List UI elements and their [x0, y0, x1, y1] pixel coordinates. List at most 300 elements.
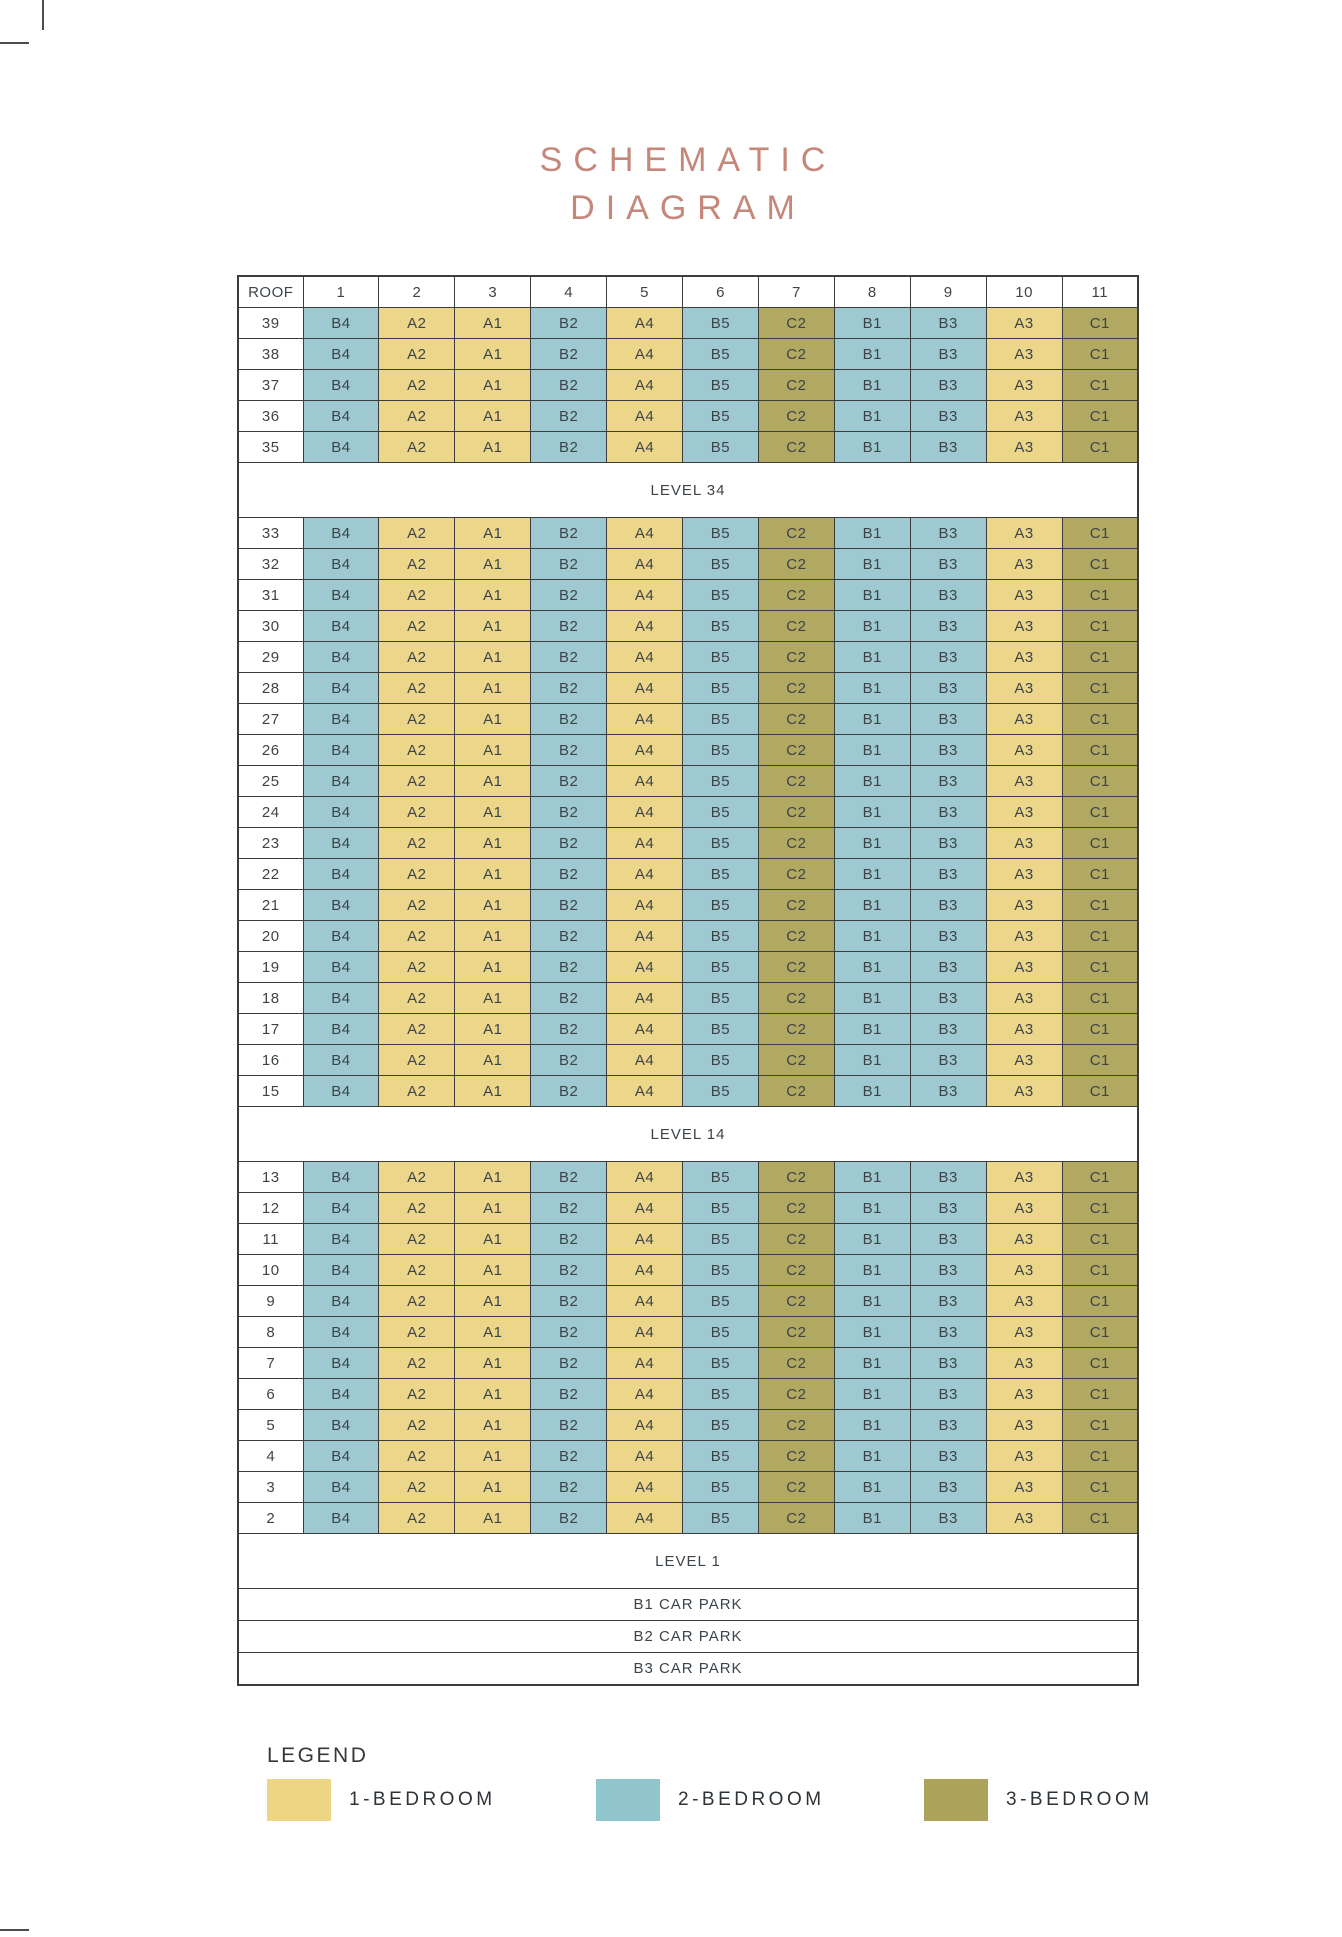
- unit-cell-b3: B3: [910, 1045, 986, 1076]
- floor-number-cell: 7: [238, 1348, 303, 1379]
- unit-cell-b2: B2: [531, 1076, 607, 1107]
- unit-cell-a2: A2: [379, 1441, 455, 1472]
- unit-cell-b1: B1: [834, 859, 910, 890]
- unit-cell-a4: A4: [607, 518, 683, 549]
- floor-row: [238, 1193, 1138, 1224]
- unit-cell-a1: A1: [455, 1441, 531, 1472]
- unit-cell-b4: B4: [303, 549, 379, 580]
- unit-cell-b1: B1: [834, 1410, 910, 1441]
- floor-number-cell: 11: [238, 1224, 303, 1255]
- unit-cell-a4: A4: [607, 1076, 683, 1107]
- column-header-4: 4: [531, 276, 607, 308]
- unit-cell-c1: C1: [1062, 1193, 1138, 1224]
- legend-item-1-bedroom: [267, 1779, 496, 1821]
- unit-cell-b2: B2: [531, 1045, 607, 1076]
- floor-row: [238, 1045, 1138, 1076]
- unit-cell-b3: B3: [910, 611, 986, 642]
- unit-cell-b2: B2: [531, 890, 607, 921]
- unit-cell-a2: A2: [379, 1503, 455, 1534]
- floor-number-cell: 28: [238, 673, 303, 704]
- unit-cell-b4: B4: [303, 370, 379, 401]
- floor-number-cell: 19: [238, 952, 303, 983]
- unit-cell-b2: B2: [531, 673, 607, 704]
- unit-cell-c2: C2: [758, 518, 834, 549]
- unit-cell-b4: B4: [303, 1045, 379, 1076]
- unit-cell-b3: B3: [910, 797, 986, 828]
- unit-cell-c2: C2: [758, 1441, 834, 1472]
- unit-cell-c1: C1: [1062, 797, 1138, 828]
- unit-cell-a1: A1: [455, 1503, 531, 1534]
- column-header-7: 7: [758, 276, 834, 308]
- unit-cell-a3: A3: [986, 1441, 1062, 1472]
- unit-cell-a3: A3: [986, 580, 1062, 611]
- unit-cell-a2: A2: [379, 890, 455, 921]
- column-header-11: 11: [1062, 276, 1138, 308]
- unit-cell-a4: A4: [607, 642, 683, 673]
- unit-cell-a4: A4: [607, 1255, 683, 1286]
- unit-cell-a2: A2: [379, 983, 455, 1014]
- unit-cell-b4: B4: [303, 673, 379, 704]
- unit-cell-a2: A2: [379, 704, 455, 735]
- unit-cell-b3: B3: [910, 370, 986, 401]
- unit-cell-b4: B4: [303, 1317, 379, 1348]
- unit-cell-b3: B3: [910, 1014, 986, 1045]
- floor-row: [238, 735, 1138, 766]
- unit-cell-a3: A3: [986, 549, 1062, 580]
- unit-cell-b5: B5: [683, 890, 759, 921]
- unit-cell-b4: B4: [303, 1348, 379, 1379]
- unit-cell-a3: A3: [986, 1224, 1062, 1255]
- unit-cell-a2: A2: [379, 1317, 455, 1348]
- unit-cell-b1: B1: [834, 1317, 910, 1348]
- unit-cell-c2: C2: [758, 921, 834, 952]
- unit-cell-a1: A1: [455, 1348, 531, 1379]
- column-header-9: 9: [910, 276, 986, 308]
- floor-number-cell: 15: [238, 1076, 303, 1107]
- unit-cell-b5: B5: [683, 1348, 759, 1379]
- unit-cell-a3: A3: [986, 339, 1062, 370]
- unit-cell-b4: B4: [303, 401, 379, 432]
- unit-cell-b5: B5: [683, 308, 759, 339]
- unit-cell-b5: B5: [683, 642, 759, 673]
- carpark-cell: B3 CAR PARK: [238, 1653, 1138, 1686]
- unit-cell-a3: A3: [986, 611, 1062, 642]
- unit-cell-a3: A3: [986, 673, 1062, 704]
- unit-cell-b1: B1: [834, 735, 910, 766]
- unit-cell-b4: B4: [303, 983, 379, 1014]
- unit-cell-b3: B3: [910, 401, 986, 432]
- unit-cell-a1: A1: [455, 308, 531, 339]
- unit-cell-a3: A3: [986, 401, 1062, 432]
- unit-cell-a3: A3: [986, 766, 1062, 797]
- floor-row: [238, 890, 1138, 921]
- unit-cell-a4: A4: [607, 611, 683, 642]
- unit-cell-b4: B4: [303, 642, 379, 673]
- column-header-10: 10: [986, 276, 1062, 308]
- unit-cell-b1: B1: [834, 921, 910, 952]
- unit-cell-a3: A3: [986, 518, 1062, 549]
- unit-cell-a2: A2: [379, 1379, 455, 1410]
- floor-number-cell: 26: [238, 735, 303, 766]
- unit-cell-a4: A4: [607, 797, 683, 828]
- legend-label-2-bedroom: 2-BEDROOM: [678, 1789, 825, 1810]
- floor-row: [238, 611, 1138, 642]
- unit-cell-a4: A4: [607, 1193, 683, 1224]
- unit-cell-a3: A3: [986, 1379, 1062, 1410]
- unit-cell-a1: A1: [455, 1045, 531, 1076]
- unit-cell-b3: B3: [910, 549, 986, 580]
- unit-cell-a3: A3: [986, 1045, 1062, 1076]
- unit-cell-b4: B4: [303, 921, 379, 952]
- unit-cell-a1: A1: [455, 952, 531, 983]
- unit-cell-b3: B3: [910, 1255, 986, 1286]
- unit-cell-a2: A2: [379, 1472, 455, 1503]
- unit-cell-a4: A4: [607, 1348, 683, 1379]
- unit-cell-a4: A4: [607, 308, 683, 339]
- unit-cell-a4: A4: [607, 1503, 683, 1534]
- column-header-6: 6: [683, 276, 759, 308]
- unit-cell-c1: C1: [1062, 766, 1138, 797]
- unit-cell-c2: C2: [758, 1045, 834, 1076]
- floor-number-cell: 4: [238, 1441, 303, 1472]
- unit-cell-a1: A1: [455, 797, 531, 828]
- unit-cell-a2: A2: [379, 1224, 455, 1255]
- unit-cell-b3: B3: [910, 580, 986, 611]
- unit-cell-b5: B5: [683, 1286, 759, 1317]
- unit-cell-b1: B1: [834, 370, 910, 401]
- column-header-5: 5: [607, 276, 683, 308]
- unit-cell-b3: B3: [910, 1379, 986, 1410]
- floor-row: [238, 339, 1138, 370]
- unit-cell-b3: B3: [910, 518, 986, 549]
- unit-cell-b2: B2: [531, 308, 607, 339]
- unit-cell-a3: A3: [986, 704, 1062, 735]
- floor-row: [238, 952, 1138, 983]
- unit-cell-b5: B5: [683, 1193, 759, 1224]
- unit-cell-c1: C1: [1062, 983, 1138, 1014]
- unit-cell-a1: A1: [455, 983, 531, 1014]
- unit-cell-b5: B5: [683, 1441, 759, 1472]
- unit-cell-b2: B2: [531, 735, 607, 766]
- carpark-row: [238, 1621, 1138, 1653]
- floor-number-cell: 31: [238, 580, 303, 611]
- unit-cell-b4: B4: [303, 1286, 379, 1317]
- unit-cell-b5: B5: [683, 1379, 759, 1410]
- unit-cell-c1: C1: [1062, 401, 1138, 432]
- unit-cell-b5: B5: [683, 735, 759, 766]
- unit-cell-b5: B5: [683, 370, 759, 401]
- unit-cell-c1: C1: [1062, 859, 1138, 890]
- unit-cell-b5: B5: [683, 611, 759, 642]
- unit-cell-a1: A1: [455, 401, 531, 432]
- unit-cell-b2: B2: [531, 1441, 607, 1472]
- floor-row: [238, 1472, 1138, 1503]
- unit-cell-a4: A4: [607, 1014, 683, 1045]
- unit-cell-b5: B5: [683, 1255, 759, 1286]
- unit-cell-a1: A1: [455, 1224, 531, 1255]
- unit-cell-c1: C1: [1062, 921, 1138, 952]
- floor-row: [238, 766, 1138, 797]
- unit-cell-a3: A3: [986, 1348, 1062, 1379]
- unit-cell-a4: A4: [607, 1472, 683, 1503]
- unit-cell-b5: B5: [683, 766, 759, 797]
- unit-cell-b1: B1: [834, 611, 910, 642]
- unit-cell-b4: B4: [303, 797, 379, 828]
- unit-cell-b3: B3: [910, 1503, 986, 1534]
- unit-cell-b4: B4: [303, 1162, 379, 1193]
- unit-cell-b3: B3: [910, 1348, 986, 1379]
- carpark-cell: B2 CAR PARK: [238, 1621, 1138, 1653]
- unit-cell-a4: A4: [607, 1162, 683, 1193]
- unit-cell-a1: A1: [455, 432, 531, 463]
- unit-cell-b5: B5: [683, 952, 759, 983]
- floor-row: [238, 1441, 1138, 1472]
- unit-cell-a1: A1: [455, 549, 531, 580]
- unit-cell-b1: B1: [834, 1472, 910, 1503]
- unit-cell-a3: A3: [986, 1503, 1062, 1534]
- unit-cell-b2: B2: [531, 704, 607, 735]
- floor-row: [238, 828, 1138, 859]
- unit-cell-a1: A1: [455, 1076, 531, 1107]
- floor-number-cell: 25: [238, 766, 303, 797]
- floor-row: [238, 308, 1138, 339]
- unit-cell-a2: A2: [379, 1348, 455, 1379]
- unit-cell-c2: C2: [758, 1348, 834, 1379]
- unit-cell-c1: C1: [1062, 1045, 1138, 1076]
- floor-row: [238, 1224, 1138, 1255]
- legend-item-2-bedroom: [596, 1779, 825, 1821]
- unit-cell-a1: A1: [455, 673, 531, 704]
- floor-row: [238, 432, 1138, 463]
- level-row: [238, 1534, 1138, 1589]
- unit-cell-c2: C2: [758, 890, 834, 921]
- unit-cell-b1: B1: [834, 1076, 910, 1107]
- unit-cell-a4: A4: [607, 704, 683, 735]
- unit-cell-b4: B4: [303, 432, 379, 463]
- unit-cell-b5: B5: [683, 432, 759, 463]
- unit-cell-b4: B4: [303, 611, 379, 642]
- unit-cell-a2: A2: [379, 611, 455, 642]
- unit-cell-b4: B4: [303, 1224, 379, 1255]
- unit-cell-c2: C2: [758, 370, 834, 401]
- unit-cell-b4: B4: [303, 339, 379, 370]
- unit-cell-b4: B4: [303, 1472, 379, 1503]
- unit-cell-b1: B1: [834, 1014, 910, 1045]
- unit-cell-b4: B4: [303, 1441, 379, 1472]
- unit-cell-a2: A2: [379, 1286, 455, 1317]
- unit-cell-c2: C2: [758, 1286, 834, 1317]
- unit-cell-b2: B2: [531, 1162, 607, 1193]
- floor-row: [238, 580, 1138, 611]
- floor-row: [238, 1162, 1138, 1193]
- unit-cell-c1: C1: [1062, 1348, 1138, 1379]
- unit-cell-c1: C1: [1062, 735, 1138, 766]
- unit-cell-b5: B5: [683, 1472, 759, 1503]
- unit-cell-b4: B4: [303, 828, 379, 859]
- floor-number-cell: 27: [238, 704, 303, 735]
- unit-cell-b3: B3: [910, 1286, 986, 1317]
- unit-cell-b5: B5: [683, 1014, 759, 1045]
- unit-cell-a2: A2: [379, 859, 455, 890]
- floor-number-cell: 37: [238, 370, 303, 401]
- unit-cell-b3: B3: [910, 890, 986, 921]
- unit-cell-b1: B1: [834, 1224, 910, 1255]
- unit-cell-b1: B1: [834, 339, 910, 370]
- unit-cell-b3: B3: [910, 983, 986, 1014]
- unit-cell-a1: A1: [455, 1410, 531, 1441]
- unit-cell-b3: B3: [910, 308, 986, 339]
- unit-cell-b1: B1: [834, 797, 910, 828]
- unit-cell-b4: B4: [303, 704, 379, 735]
- unit-cell-c2: C2: [758, 401, 834, 432]
- unit-cell-b1: B1: [834, 1503, 910, 1534]
- floor-number-cell: 35: [238, 432, 303, 463]
- unit-cell-b2: B2: [531, 859, 607, 890]
- unit-cell-a4: A4: [607, 983, 683, 1014]
- unit-cell-b3: B3: [910, 921, 986, 952]
- legend-swatch-2-bedroom: [596, 1779, 660, 1821]
- unit-cell-c1: C1: [1062, 952, 1138, 983]
- unit-cell-a1: A1: [455, 1379, 531, 1410]
- unit-cell-a3: A3: [986, 1014, 1062, 1045]
- unit-cell-b2: B2: [531, 611, 607, 642]
- unit-cell-a2: A2: [379, 518, 455, 549]
- floor-row: [238, 1076, 1138, 1107]
- unit-cell-c1: C1: [1062, 518, 1138, 549]
- unit-cell-c1: C1: [1062, 1472, 1138, 1503]
- unit-cell-c2: C2: [758, 1224, 834, 1255]
- floor-number-cell: 17: [238, 1014, 303, 1045]
- unit-cell-c1: C1: [1062, 890, 1138, 921]
- unit-cell-b4: B4: [303, 580, 379, 611]
- unit-cell-b5: B5: [683, 1317, 759, 1348]
- floor-number-cell: 30: [238, 611, 303, 642]
- unit-cell-c2: C2: [758, 1410, 834, 1441]
- unit-cell-a3: A3: [986, 1255, 1062, 1286]
- unit-cell-c2: C2: [758, 766, 834, 797]
- crop-mark-top-left-horizontal: [0, 42, 29, 44]
- unit-cell-a2: A2: [379, 642, 455, 673]
- level-divider-cell: LEVEL 34: [238, 463, 1138, 518]
- unit-cell-b4: B4: [303, 1076, 379, 1107]
- unit-cell-a3: A3: [986, 921, 1062, 952]
- unit-cell-b2: B2: [531, 1193, 607, 1224]
- floor-row: [238, 370, 1138, 401]
- unit-cell-b2: B2: [531, 1379, 607, 1410]
- floor-row: [238, 401, 1138, 432]
- unit-cell-c2: C2: [758, 859, 834, 890]
- unit-cell-b3: B3: [910, 828, 986, 859]
- unit-cell-a2: A2: [379, 735, 455, 766]
- unit-cell-c2: C2: [758, 1076, 834, 1107]
- unit-cell-b3: B3: [910, 673, 986, 704]
- unit-cell-b4: B4: [303, 518, 379, 549]
- unit-cell-a4: A4: [607, 1441, 683, 1472]
- unit-cell-c2: C2: [758, 1162, 834, 1193]
- carpark-row: [238, 1653, 1138, 1686]
- unit-cell-a2: A2: [379, 1014, 455, 1045]
- unit-cell-a1: A1: [455, 1317, 531, 1348]
- legend-swatch-1-bedroom: [267, 1779, 331, 1821]
- unit-cell-a3: A3: [986, 983, 1062, 1014]
- unit-cell-c1: C1: [1062, 1410, 1138, 1441]
- floor-row: [238, 1255, 1138, 1286]
- unit-cell-b1: B1: [834, 549, 910, 580]
- unit-cell-b5: B5: [683, 1162, 759, 1193]
- floor-row: [238, 1014, 1138, 1045]
- unit-cell-a1: A1: [455, 1286, 531, 1317]
- unit-cell-b4: B4: [303, 308, 379, 339]
- floor-number-cell: 13: [238, 1162, 303, 1193]
- unit-cell-c2: C2: [758, 704, 834, 735]
- unit-cell-a2: A2: [379, 1162, 455, 1193]
- unit-cell-a3: A3: [986, 735, 1062, 766]
- level-divider-cell: LEVEL 1: [238, 1534, 1138, 1589]
- unit-cell-b2: B2: [531, 952, 607, 983]
- unit-cell-a3: A3: [986, 859, 1062, 890]
- unit-cell-a2: A2: [379, 673, 455, 704]
- unit-cell-a1: A1: [455, 1255, 531, 1286]
- unit-cell-a2: A2: [379, 766, 455, 797]
- unit-cell-b2: B2: [531, 1503, 607, 1534]
- unit-cell-a3: A3: [986, 1076, 1062, 1107]
- unit-cell-b2: B2: [531, 1472, 607, 1503]
- floor-number-cell: 9: [238, 1286, 303, 1317]
- unit-cell-c1: C1: [1062, 580, 1138, 611]
- unit-cell-a2: A2: [379, 370, 455, 401]
- unit-cell-b5: B5: [683, 401, 759, 432]
- unit-cell-b1: B1: [834, 308, 910, 339]
- unit-cell-a2: A2: [379, 1045, 455, 1076]
- unit-cell-b2: B2: [531, 370, 607, 401]
- floor-number-cell: 20: [238, 921, 303, 952]
- floor-number-cell: 39: [238, 308, 303, 339]
- unit-cell-b1: B1: [834, 828, 910, 859]
- page-title-line-2: DIAGRAM: [570, 189, 806, 227]
- floor-number-cell: 36: [238, 401, 303, 432]
- unit-cell-b5: B5: [683, 1045, 759, 1076]
- unit-cell-b5: B5: [683, 704, 759, 735]
- unit-cell-b2: B2: [531, 766, 607, 797]
- page-title: [237, 136, 1139, 232]
- unit-cell-b1: B1: [834, 766, 910, 797]
- unit-cell-a1: A1: [455, 518, 531, 549]
- unit-cell-a1: A1: [455, 735, 531, 766]
- unit-cell-a4: A4: [607, 1286, 683, 1317]
- unit-cell-a4: A4: [607, 370, 683, 401]
- page-title-line-1: SCHEMATIC: [539, 141, 837, 179]
- unit-cell-b4: B4: [303, 1379, 379, 1410]
- floor-number-cell: 16: [238, 1045, 303, 1076]
- unit-cell-b4: B4: [303, 1255, 379, 1286]
- unit-cell-b5: B5: [683, 339, 759, 370]
- unit-cell-b3: B3: [910, 766, 986, 797]
- floor-row: [238, 1410, 1138, 1441]
- floor-number-cell: 2: [238, 1503, 303, 1534]
- floor-row: [238, 1317, 1138, 1348]
- unit-cell-b1: B1: [834, 401, 910, 432]
- unit-cell-c2: C2: [758, 983, 834, 1014]
- unit-cell-c2: C2: [758, 432, 834, 463]
- unit-cell-a1: A1: [455, 766, 531, 797]
- floor-row: [238, 518, 1138, 549]
- unit-cell-c2: C2: [758, 1014, 834, 1045]
- unit-cell-b3: B3: [910, 704, 986, 735]
- unit-cell-b5: B5: [683, 1503, 759, 1534]
- unit-cell-b2: B2: [531, 1255, 607, 1286]
- unit-cell-b2: B2: [531, 1410, 607, 1441]
- unit-cell-a4: A4: [607, 890, 683, 921]
